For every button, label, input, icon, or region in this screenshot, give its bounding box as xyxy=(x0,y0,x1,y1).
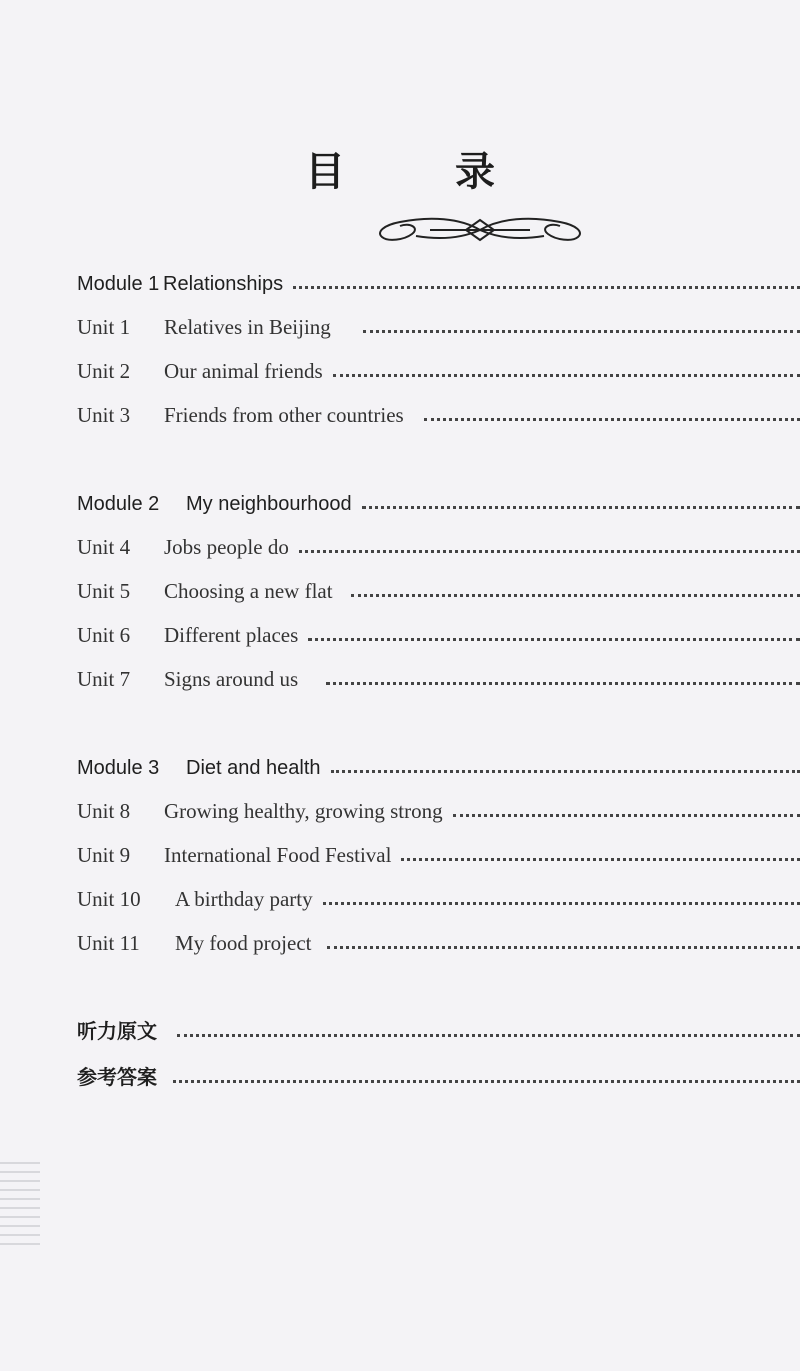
toc-module-3[interactable] xyxy=(77,748,800,780)
unit-title: Our animal friends xyxy=(164,359,323,383)
ornament-divider-icon xyxy=(370,210,590,250)
page-title: 目 录 xyxy=(305,149,543,195)
page-edge-marks xyxy=(0,1162,40,1262)
unit-number: Unit 4 xyxy=(77,535,131,559)
dot-leader xyxy=(177,1034,800,1037)
dot-leader xyxy=(363,330,800,333)
dot-leader xyxy=(299,550,800,553)
unit-title: Friends from other countries xyxy=(164,403,404,427)
dot-leader xyxy=(331,770,800,773)
unit-title: Signs around us xyxy=(164,667,299,691)
unit-number: Unit 5 xyxy=(77,579,131,603)
toc-unit-1[interactable] xyxy=(77,308,800,340)
toc-listening-scripts[interactable] xyxy=(77,1012,800,1044)
module-number: Module 2 xyxy=(77,493,160,515)
dot-leader xyxy=(293,286,800,289)
toc-unit-7[interactable] xyxy=(77,660,800,692)
unit-number: Unit 2 xyxy=(77,359,131,383)
toc-unit-2[interactable] xyxy=(77,352,800,384)
dot-leader xyxy=(323,902,800,905)
unit-number: Unit 9 xyxy=(77,843,131,867)
dot-leader xyxy=(327,946,800,949)
unit-title: Choosing a new flat xyxy=(164,579,333,603)
dot-leader xyxy=(333,374,800,377)
module-title: My neighbourhood xyxy=(186,493,352,515)
dot-leader xyxy=(424,418,800,421)
module-number: Module 3 xyxy=(77,757,160,779)
module-title: Diet and health xyxy=(186,757,321,779)
unit-number: Unit 10 xyxy=(77,887,141,911)
dot-leader xyxy=(326,682,800,685)
unit-number: Unit 6 xyxy=(77,623,131,647)
toc-unit-10[interactable] xyxy=(77,880,800,912)
unit-title: Relatives in Beijing xyxy=(164,315,331,339)
toc-unit-5[interactable] xyxy=(77,572,800,604)
toc-module-2[interactable] xyxy=(77,484,800,516)
dot-leader xyxy=(453,814,800,817)
dot-leader xyxy=(308,638,800,641)
unit-title: International Food Festival xyxy=(164,843,392,867)
unit-title: Different places xyxy=(164,623,299,647)
toc-unit-4[interactable] xyxy=(77,528,800,560)
unit-number: Unit 1 xyxy=(77,315,131,339)
appendix-title: 听力原文 xyxy=(77,1019,157,1043)
unit-title: My food project xyxy=(175,931,312,955)
unit-number: Unit 7 xyxy=(77,667,131,691)
dot-leader xyxy=(362,506,800,509)
unit-title: A birthday party xyxy=(175,887,313,911)
module-number: Module 1 xyxy=(77,273,160,295)
unit-number: Unit 8 xyxy=(77,799,131,823)
unit-title: Growing healthy, growing strong xyxy=(164,799,443,823)
toc-unit-6[interactable] xyxy=(77,616,800,648)
unit-number: Unit 3 xyxy=(77,403,131,427)
appendix-title: 参考答案 xyxy=(77,1065,157,1089)
module-title: Relationships xyxy=(163,273,284,295)
unit-number: Unit 11 xyxy=(77,931,140,955)
unit-title: Jobs people do xyxy=(164,535,289,559)
toc-unit-3[interactable] xyxy=(77,396,800,428)
dot-leader xyxy=(351,594,800,597)
dot-leader xyxy=(173,1080,800,1083)
toc-unit-11[interactable] xyxy=(77,924,800,956)
dot-leader xyxy=(401,858,800,861)
toc-answer-key[interactable] xyxy=(77,1058,800,1090)
toc-unit-9[interactable] xyxy=(77,836,800,868)
toc-unit-8[interactable] xyxy=(77,792,800,824)
toc-module-1[interactable] xyxy=(77,264,800,296)
